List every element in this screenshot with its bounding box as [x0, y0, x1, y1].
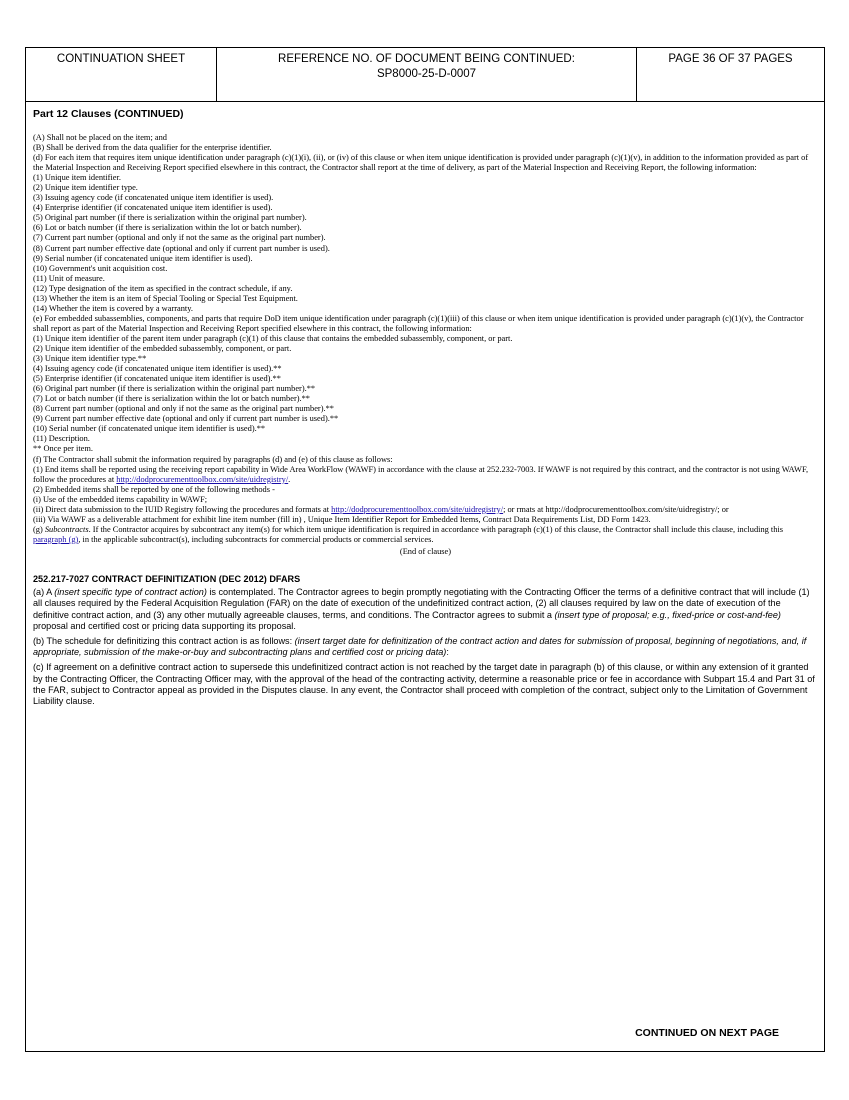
g-prefix: (g): [33, 524, 45, 534]
clause-line: (10) Government's unit acquisition cost.: [33, 263, 168, 273]
clause-line: (1) Unique item identifier of the parent item under paragraph (c)(1) of this clause that contains the embedded subassembly, component, or part.: [33, 333, 513, 343]
clause-para-c: (c) If agreement on a definitive contract action to supersede this undefinitized contract action is not reached by the target date in paragraph (b) of this clause, or within any extension of it granted by the Contracting Officer, the Contracting Officer may, with the approval of the head of the contracting activity, determine a reasonable price or fee in accordance with Subpart 15.4 and Part 31 of the FAR, subject to Contractor appeal as provided in the Disputes clause. In any event, the Contractor shall proceed with completion of the contract, subject only to the Limitation of Government Liability clause.: [33, 662, 815, 706]
paragraph-g-link[interactable]: paragraph (g): [33, 534, 79, 544]
clause-lines: [33, 133, 818, 465]
clause-line: (14) Whether the item is covered by a warranty.: [33, 303, 193, 313]
clause-line: (8) Current part number (optional and only if not the same as the original part number).**: [33, 404, 334, 414]
clause-line: (10) Serial number (if concatenated unique item identifier is used).**: [33, 424, 266, 434]
clause-text: [33, 133, 818, 557]
continued-notice: CONTINUED ON NEXT PAGE: [635, 1027, 779, 1039]
paragraph-f1: [33, 465, 818, 485]
page-number: PAGE 36 OF 37 PAGES: [668, 53, 793, 65]
para-b-text-2: :: [446, 647, 449, 658]
clause-para-b: [33, 636, 818, 658]
f1-text: (1) End items shall be reported using the receiving report capability in Wide Area WorkFlow (WAWF) in accordance with the clause at 252.232-7003. If WAWF is not required by this contract, and the contractor is not using WAWF, follow the procedures at: [33, 464, 809, 484]
fii-text: (ii) Direct data submission to the IUID Registry following the procedures and formats at: [33, 504, 332, 514]
clause-line: (12) Type designation of the item as specified in the contract schedule, if any.: [33, 283, 293, 293]
clause-title: 252.217-7027 CONTRACT DEFINITIZATION (DEC 2012) DFARS: [33, 573, 301, 584]
paragraph-f2: (2) Embedded items shall be reported by one of the following methods -: [33, 484, 275, 494]
clause-line: (e) For embedded subassemblies, components, and parts that require DoD item unique identification under paragraph (c)(1)(iii) of this clause or when item unique identification is provided under paragraph (c)(1)(v), the Contractor shall report as part of the Material Inspection and Receiving Report specified elsewhere in this contract, the following information:: [33, 313, 804, 333]
clause-line: (3) Unique item identifier type.**: [33, 354, 147, 364]
reference-label: REFERENCE NO. OF DOCUMENT BEING CONTINUED:: [278, 53, 575, 65]
para-a-text-3: proposal and certified cost or pricing data supporting its proposal.: [33, 620, 296, 631]
para-a-text-2: is contemplated. The Contractor agrees to begin promptly negotiating with the Contracting Officer the terms of a definitive contract that will include (1) all clauses required by the Federal Acquisition Regulation (FAR) on the date of execution of the undefinitized contract action, (2) all clauses required by law on the date of execution of the definitive contract action, and (3) any other mutually agreeable clauses, terms, and conditions. The Contractor agrees to submit a: [33, 587, 810, 620]
para-b-italic: (insert target date for definitization of the contract action and dates for submission of proposal, beginning of negotiations, and, if appropriate, submission of the make-or-buy and subcontracting plans and certified cost or pricing data): [33, 635, 807, 658]
g-text: . If the Contractor acquires by subcontract any item(s) for which item unique identification is required in accordance with paragraph (c)(1) of this clause, the Contractor shall include this clause, including this: [88, 524, 784, 534]
clause-line: (2) Unique item identifier of the embedded subassembly, component, or part.: [33, 343, 292, 353]
clause-line: (7) Current part number (optional and only if not the same as the original part number).: [33, 233, 326, 243]
clause-line: (d) For each item that requires item unique identification under paragraph (c)(1)(i), (ii), or (iv) of this clause or when item unique identification is provided under paragraph (c)(1)(v), in addition to the information provided as part of the Material Inspection and Receiving Report specified elsewhere in this contract, the Contractor shall report at the time of delivery, as part of the Material Inspection and Receiving Report, the following information:: [33, 153, 809, 173]
clause-line: (A) Shall not be placed on the item; and: [33, 133, 167, 142]
part-title: Part 12 Clauses (CONTINUED): [33, 108, 184, 120]
clause-line: (2) Unique item identifier type.: [33, 183, 138, 193]
clause-line: (7) Lot or batch number (if there is serialization within the lot or batch number).**: [33, 394, 310, 404]
paragraph-fii: [33, 505, 818, 515]
clause-line: ** Once per item.: [33, 444, 93, 454]
clause-252-217-7027: [33, 574, 818, 707]
uid-registry-link-2[interactable]: http://dodprocurementtoolbox.com/site/uidregistry/: [331, 504, 504, 514]
para-b-text-1: (b) The schedule for definitizing this contract action is as follows:: [33, 635, 295, 646]
clause-line: (f) The Contractor shall submit the information required by paragraphs (d) and (e) of this clause as follows:: [33, 454, 393, 464]
clause-line: (11) Unit of measure.: [33, 273, 105, 283]
para-a-italic-1: (insert specific type of contract action): [54, 587, 207, 598]
reference-number: SP8000-25-D-0007: [376, 68, 477, 80]
clause-line: (5) Original part number (if there is serialization within the original part number).: [33, 213, 307, 223]
f1-after: .: [288, 474, 291, 484]
continuation-sheet: [25, 47, 825, 1052]
sheet-header: [26, 48, 824, 102]
clause-para-a: [33, 587, 818, 632]
para-a-italic-2: (insert type of proposal; e.g., fixed-price or cost-and-fee): [554, 609, 781, 620]
uid-registry-link[interactable]: http://dodprocurementtoolbox.com/site/uidregistry/: [116, 474, 289, 484]
paragraph-fiii: (iii) Via WAWF as a deliverable attachment for exhibit line item number (fill in) , Unique Item Identifier Report for Embedded Items, Contract Data Requirements List, DD Form 1423.: [33, 514, 651, 524]
para-a-text-1: (a) A: [33, 587, 55, 598]
clause-line: (4) Issuing agency code (if concatenated unique item identifier is used).**: [33, 364, 282, 374]
clause-line: (3) Issuing agency code (if concatenated unique item identifier is used).: [33, 193, 274, 203]
g-label: Subcontracts: [44, 524, 89, 534]
document-body: [33, 108, 818, 711]
clause-line: (9) Serial number (if concatenated unique item identifier is used).: [33, 253, 253, 263]
reference-cell: [217, 48, 637, 101]
clause-line: (6) Original part number (if there is serialization within the original part number).**: [33, 384, 316, 394]
clause-line: (11) Description.: [33, 434, 90, 444]
clause-line: (5) Enterprise identifier (if concatenated unique item identifier is used).**: [33, 374, 281, 384]
clause-line: (6) Lot or batch number (if there is serialization within the lot or batch number).: [33, 223, 302, 233]
clause-line: (4) Enterprise identifier (if concatenated unique item identifier is used).: [33, 203, 273, 213]
clause-line: (1) Unique item identifier.: [33, 173, 121, 183]
fii-after: ; or rmats at http://dodprocurementtoolbox.com/site/uidregistry/; or: [503, 504, 729, 514]
paragraph-g: [33, 525, 818, 545]
clause-line: (9) Current part number effective date (optional and only if current part number is used).**: [33, 414, 339, 424]
clause-line: (8) Current part number effective date (optional and only if current part number is used).: [33, 243, 330, 253]
g-after: , in the applicable subcontract(s), including subcontracts for commercial products or commercial services.: [78, 534, 434, 544]
paragraph-fi: (i) Use of the embedded items capability in WAWF;: [33, 494, 208, 504]
clause-line: (13) Whether the item is an item of Special Tooling or Special Test Equipment.: [33, 293, 298, 303]
clause-line: (B) Shall be derived from the data qualifier for the enterprise identifier.: [33, 143, 272, 153]
sheet-label: CONTINUATION SHEET: [26, 48, 217, 101]
end-of-clause: (End of clause): [399, 546, 452, 556]
